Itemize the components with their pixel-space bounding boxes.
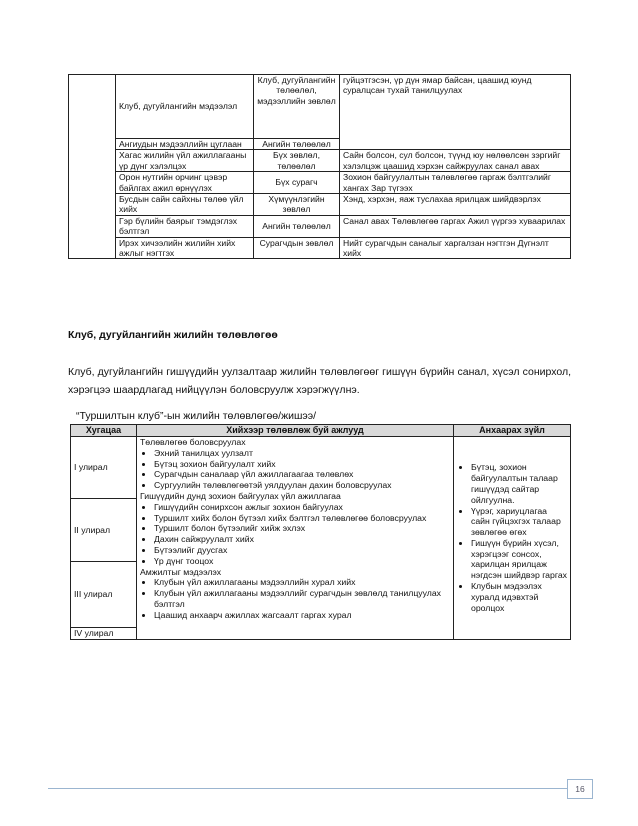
block-title: Төлөвлөгөө боловсруулах [140,437,246,447]
list-item: • Бүтэц, зохион байгуулалтын талаар гишүүдэд сайтар ойлгуулна. [471,462,567,505]
section-title: Клуб, дугуйлангийн жилийн төлөвлөгөө [68,329,278,341]
intro-paragraph: Клуб, дугуйлангийн гишүүдийн уулзалтаар жилийн төлөвлөгөөг гишүүн бүрийн санал, хүсэл сонирхол, хэрэгцээ шаардлагад нийцүүлэн боловсруулж хэрэгжүүлнэ. [68,366,571,396]
plan-header-row [71,425,571,437]
list-item: • Эхний танилцах уулзалт [154,448,450,459]
blank-cell [69,75,116,259]
top-table [68,74,571,259]
table-row [69,172,571,194]
attention-header: Анхаарах зүйл [454,425,571,437]
quarter-label: II улирал [71,499,137,562]
list-item: • Гишүүн бүрийн хүсэл, хэрэгцээг сонсох, харилцан ярилцаж нэгдсэн шийдвэр гаргах [471,538,567,581]
list-item: • Үүрэг, хариуцлагаа сайн гүйцэхгэх талаар зөвлөгөө өгөх [471,506,567,538]
description-cell: Нийт сурагчдын саналыг харгалзан нэгтгэн Дүгнэлт хийх [340,237,571,259]
activities-header: Хийхээр төлөвлөж буй ажлууд [137,425,454,437]
activity-cell: Ирэх хичээлийн жилийн хийх ажлыг нэгтгэх [116,237,254,259]
activity-cell: Орон нутгийн орчинг цэвэр байлгах ажил өрнүүлэх [116,172,254,194]
list-item: • Дахин сайжруулалт хийх [154,534,450,545]
participants-cell: Сурагчдын зөвлөл [254,237,340,259]
attention-list [457,462,567,613]
activity-cell: Ангиудын мэдээллийн цуглаан [116,139,254,150]
page-number: 16 [567,779,593,799]
period-header: Хугацаа [71,425,137,437]
activity-cell: Клуб, дугуйлангийн мэдээлэл [116,75,254,139]
description-cell: Сайн болсон, сул болсон, түүнд юу нөлөөлсөн зэргийг хэлэлцэж цаашид хэрхэн сайжруулах санал авах [340,150,571,172]
list-item: • Сургуулийн төлөвлөгөөтэй уялдуулан дахин боловсруулах [154,480,450,491]
participants-cell: Хүмүүнлэгийн зөвлөл [254,194,340,216]
attention-cell [454,437,571,640]
list-item: • Туршилт хийх болон бүтээл хийх бэлтгэл төлөвлөгөө боловсруулах [154,513,450,524]
footer-divider [48,788,567,789]
list-item: • Клубын үйл ажиллагааны мэдээллийн хурал хийх [154,577,450,588]
participants-cell: Бүх зөвлөл, төлөөлөл [254,150,340,172]
list-item: • Гишүүдийн сонирхсон ажлыг зохион байгуулах [154,502,450,513]
list-item: • Клубын үйл ажиллагааны мэдээллийг сурагчдын зөвлөлд танилцуулах бэлтгэл [154,588,450,610]
list-item: • Цаашид анхаарч ажиллах жагсаалт гаргах хурал [154,610,450,621]
block-title: Гишүүдийн дунд зохион байгуулах үйл ажиллагаа [140,490,341,501]
table-row [69,150,571,172]
list-item: • Сурагчдын саналаар үйл ажиллагаагаа төлөвлөх [154,469,450,480]
table-row [69,215,571,237]
activity-list [140,448,450,491]
description-cell: гуйцэтгэсэн, үр дүн ямар байсан, цаашид юунд суралцсан тухай танилцуулах [340,75,571,150]
participants-cell: Ангийн төлөөлөл [254,215,340,237]
description-cell: Хэнд, хэрхэн, яаж туслахаа ярилцаж шийдвэрлэх [340,194,571,216]
description-cell: Зохион байгуулалтын төлөвлөгөө гаргаж бэлтгэлийг хангах Зар түгээх [340,172,571,194]
list-item: • Бүтэц зохион байгуулалт хийх [154,459,450,470]
plan-table [70,424,571,640]
activity-list [140,502,450,567]
list-item: • Бүтээлийг дууcгах [154,545,450,556]
quarter-label: I улирал [71,437,137,499]
participants-cell: Клуб, дугуйлангийн төлөөлөл, мэдээллийн зөвлөл [254,75,340,139]
example-title: “Туршилтын клуб”-ын жилийн төлөвлөгөө/жишээ/ [76,410,317,422]
participants-cell: Ангийн төлөөлөл [254,139,340,150]
block-title: Амжилтыг мэдээлэх [140,566,222,577]
table-row [69,194,571,216]
activity-list [140,577,450,620]
quarter-label: IV улирал [71,628,137,640]
list-item: • Туршилт болон бүтээлийг хийж эхлэх [154,523,450,534]
activities-cell [137,437,454,640]
quarter-label: III улирал [71,562,137,628]
activity-cell: Хагас жилийн үйл ажиллагааны үр дүнг хэлэлцэх [116,150,254,172]
plan-row [71,437,571,499]
list-item: • Үр дүнг тооцох [154,556,450,567]
activity-cell: Бусдын сайн сайхны төлөө үйл хийх [116,194,254,216]
participants-cell: Бүх сурагч [254,172,340,194]
description-cell: Санал авах Төлөвлөгөө гаргах Ажил үүргээ хуваарилах [340,215,571,237]
table-row [69,237,571,259]
list-item: • Клубын мэдээлэх хуралд идэвхтэй оролцох [471,581,567,613]
activity-cell: Гэр бүлийн баярыг тэмдэглэх бэлтгэл [116,215,254,237]
table-row [69,75,571,139]
